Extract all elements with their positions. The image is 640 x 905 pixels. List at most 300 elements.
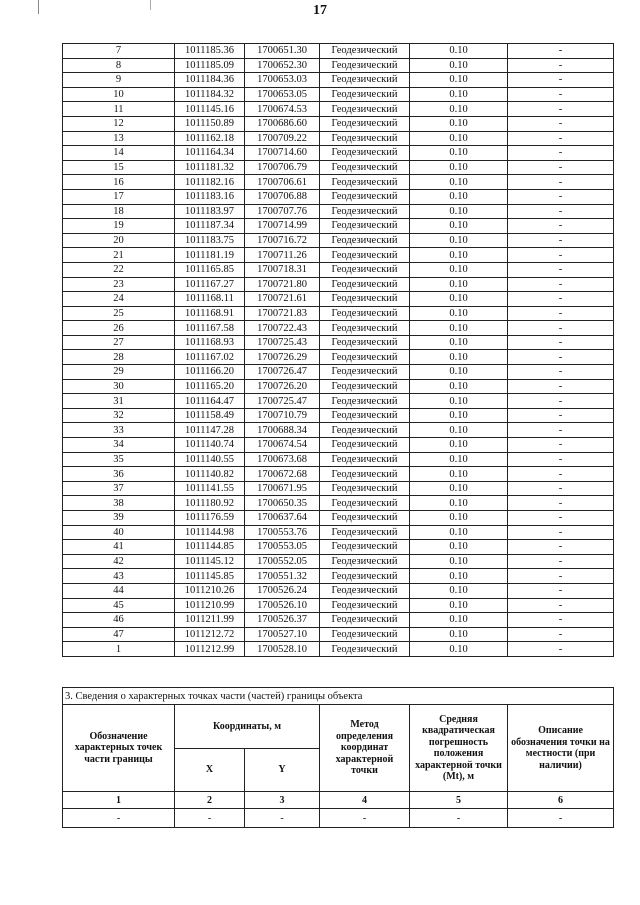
point-number-cell: 36	[63, 467, 175, 482]
y-coordinate-cell: 1700526.10	[245, 598, 320, 613]
value-cell: -	[175, 809, 245, 828]
value-cell: -	[320, 809, 410, 828]
table-row	[63, 379, 614, 394]
method-cell: Геодезический	[320, 452, 410, 467]
point-number-cell: 24	[63, 292, 175, 307]
point-number-cell: 9	[63, 73, 175, 88]
description-cell: -	[508, 248, 614, 263]
x-coordinate-cell: 1011187.34	[175, 219, 245, 234]
x-coordinate-cell: 1011140.55	[175, 452, 245, 467]
method-cell: Геодезический	[320, 262, 410, 277]
table-row	[63, 394, 614, 409]
point-number-cell: 15	[63, 160, 175, 175]
description-cell: -	[508, 175, 614, 190]
x-coordinate-cell: 1011166.20	[175, 365, 245, 380]
method-cell: Геодезический	[320, 423, 410, 438]
error-cell: 0.10	[410, 423, 508, 438]
method-cell: Геодезический	[320, 554, 410, 569]
y-coordinate-cell: 1700718.31	[245, 262, 320, 277]
method-cell: Геодезический	[320, 525, 410, 540]
method-cell: Геодезический	[320, 146, 410, 161]
column-number: 6	[508, 792, 614, 809]
error-cell: 0.10	[410, 365, 508, 380]
method-cell: Геодезический	[320, 598, 410, 613]
description-cell: -	[508, 438, 614, 453]
description-cell: -	[508, 116, 614, 131]
x-coordinate-cell: 1011183.75	[175, 233, 245, 248]
method-cell: Геодезический	[320, 569, 410, 584]
method-cell: Геодезический	[320, 292, 410, 307]
table-row	[63, 102, 614, 117]
y-coordinate-cell: 1700651.30	[245, 44, 320, 59]
x-coordinate-cell: 1011164.34	[175, 146, 245, 161]
description-cell: -	[508, 642, 614, 657]
description-cell: -	[508, 44, 614, 59]
point-number-cell: 41	[63, 540, 175, 555]
method-cell: Геодезический	[320, 408, 410, 423]
method-cell: Геодезический	[320, 350, 410, 365]
x-coordinate-cell: 1011167.27	[175, 277, 245, 292]
method-cell: Геодезический	[320, 379, 410, 394]
table-row	[63, 408, 614, 423]
description-cell: -	[508, 394, 614, 409]
column-number: 2	[175, 792, 245, 809]
x-coordinate-cell: 1011210.99	[175, 598, 245, 613]
method-cell: Геодезический	[320, 189, 410, 204]
y-coordinate-cell: 1700637.64	[245, 511, 320, 526]
x-coordinate-cell: 1011168.93	[175, 335, 245, 350]
table-row	[63, 525, 614, 540]
description-cell: -	[508, 350, 614, 365]
y-coordinate-cell: 1700551.32	[245, 569, 320, 584]
table-row	[63, 365, 614, 380]
method-cell: Геодезический	[320, 73, 410, 88]
point-number-cell: 19	[63, 219, 175, 234]
description-cell: -	[508, 613, 614, 628]
table-row	[63, 219, 614, 234]
x-coordinate-cell: 1011184.32	[175, 87, 245, 102]
x-coordinate-cell: 1011165.85	[175, 262, 245, 277]
description-cell: -	[508, 73, 614, 88]
error-cell: 0.10	[410, 438, 508, 453]
x-coordinate-cell: 1011147.28	[175, 423, 245, 438]
error-cell: 0.10	[410, 175, 508, 190]
point-number-cell: 31	[63, 394, 175, 409]
point-number-cell: 35	[63, 452, 175, 467]
x-coordinate-cell: 1011181.32	[175, 160, 245, 175]
description-cell: -	[508, 554, 614, 569]
description-cell: -	[508, 58, 614, 73]
method-cell: Геодезический	[320, 627, 410, 642]
point-number-cell: 16	[63, 175, 175, 190]
x-coordinate-cell: 1011181.19	[175, 248, 245, 263]
error-cell: 0.10	[410, 233, 508, 248]
point-number-cell: 32	[63, 408, 175, 423]
error-cell: 0.10	[410, 379, 508, 394]
point-number-cell: 25	[63, 306, 175, 321]
y-coordinate-cell: 1700706.79	[245, 160, 320, 175]
method-cell: Геодезический	[320, 131, 410, 146]
method-cell: Геодезический	[320, 58, 410, 73]
x-coordinate-cell: 1011168.11	[175, 292, 245, 307]
error-cell: 0.10	[410, 540, 508, 555]
description-cell: -	[508, 321, 614, 336]
y-coordinate-cell: 1700650.35	[245, 496, 320, 511]
y-coordinate-cell: 1700527.10	[245, 627, 320, 642]
table-row	[63, 511, 614, 526]
table-row	[63, 131, 614, 146]
table-row	[63, 58, 614, 73]
error-cell: 0.10	[410, 627, 508, 642]
error-cell: 0.10	[410, 554, 508, 569]
method-cell: Геодезический	[320, 583, 410, 598]
x-coordinate-cell: 1011212.72	[175, 627, 245, 642]
x-coordinate-cell: 1011183.97	[175, 204, 245, 219]
table-row	[63, 292, 614, 307]
table-row	[63, 554, 614, 569]
description-cell: -	[508, 598, 614, 613]
section3-table	[62, 687, 614, 828]
description-cell: -	[508, 160, 614, 175]
method-cell: Геодезический	[320, 248, 410, 263]
point-number-cell: 46	[63, 613, 175, 628]
table-row	[63, 321, 614, 336]
value-cell: -	[508, 809, 614, 828]
y-coordinate-cell: 1700526.24	[245, 583, 320, 598]
x-coordinate-cell: 1011176.59	[175, 511, 245, 526]
y-coordinate-cell: 1700709.22	[245, 131, 320, 146]
description-cell: -	[508, 511, 614, 526]
description-cell: -	[508, 102, 614, 117]
x-coordinate-cell: 1011150.89	[175, 116, 245, 131]
point-number-cell: 38	[63, 496, 175, 511]
point-number-cell: 11	[63, 102, 175, 117]
point-number-cell: 29	[63, 365, 175, 380]
method-cell: Геодезический	[320, 394, 410, 409]
y-coordinate-cell: 1700528.10	[245, 642, 320, 657]
error-cell: 0.10	[410, 525, 508, 540]
point-number-cell: 17	[63, 189, 175, 204]
y-coordinate-cell: 1700721.83	[245, 306, 320, 321]
x-coordinate-cell: 1011185.09	[175, 58, 245, 73]
point-number-cell: 8	[63, 58, 175, 73]
y-coordinate-cell: 1700673.68	[245, 452, 320, 467]
description-cell: -	[508, 189, 614, 204]
point-number-cell: 22	[63, 262, 175, 277]
point-number-cell: 10	[63, 87, 175, 102]
x-coordinate-cell: 1011141.55	[175, 481, 245, 496]
method-cell: Геодезический	[320, 44, 410, 59]
coordinates-table-body	[63, 44, 614, 657]
point-number-cell: 30	[63, 379, 175, 394]
x-coordinate-cell: 1011158.49	[175, 408, 245, 423]
error-cell: 0.10	[410, 496, 508, 511]
point-number-cell: 42	[63, 554, 175, 569]
point-number-cell: 14	[63, 146, 175, 161]
method-cell: Геодезический	[320, 481, 410, 496]
point-number-cell: 28	[63, 350, 175, 365]
description-cell: -	[508, 540, 614, 555]
y-coordinate-cell: 1700710.79	[245, 408, 320, 423]
error-cell: 0.10	[410, 160, 508, 175]
point-number-cell: 40	[63, 525, 175, 540]
error-cell: 0.10	[410, 87, 508, 102]
method-cell: Геодезический	[320, 175, 410, 190]
y-coordinate-cell: 1700686.60	[245, 116, 320, 131]
error-cell: 0.10	[410, 511, 508, 526]
table-row	[63, 116, 614, 131]
point-number-cell: 26	[63, 321, 175, 336]
description-cell: -	[508, 481, 614, 496]
description-cell: -	[508, 467, 614, 482]
table-row	[63, 569, 614, 584]
description-cell: -	[508, 423, 614, 438]
error-cell: 0.10	[410, 408, 508, 423]
method-cell: Геодезический	[320, 335, 410, 350]
value-cell: -	[63, 809, 175, 828]
point-number-cell: 37	[63, 481, 175, 496]
value-cell: -	[245, 809, 320, 828]
table-row	[63, 350, 614, 365]
table-row	[63, 248, 614, 263]
table-row	[63, 642, 614, 657]
description-cell: -	[508, 365, 614, 380]
description-cell: -	[508, 408, 614, 423]
y-coordinate-cell: 1700716.72	[245, 233, 320, 248]
y-coordinate-cell: 1700725.47	[245, 394, 320, 409]
table-row	[63, 627, 614, 642]
y-coordinate-cell: 1700721.61	[245, 292, 320, 307]
x-coordinate-cell: 1011144.98	[175, 525, 245, 540]
header-y: Y	[245, 748, 320, 792]
y-coordinate-cell: 1700726.20	[245, 379, 320, 394]
header-method: Метод определения координат характерной точки	[320, 705, 410, 792]
y-coordinate-cell: 1700526.37	[245, 613, 320, 628]
point-number-cell: 44	[63, 583, 175, 598]
error-cell: 0.10	[410, 248, 508, 263]
x-coordinate-cell: 1011212.99	[175, 642, 245, 657]
point-number-cell: 20	[63, 233, 175, 248]
x-coordinate-cell: 1011145.16	[175, 102, 245, 117]
description-cell: -	[508, 627, 614, 642]
x-coordinate-cell: 1011180.92	[175, 496, 245, 511]
x-coordinate-cell: 1011184.36	[175, 73, 245, 88]
error-cell: 0.10	[410, 262, 508, 277]
header-designation: Обозначение характерных точек части границы	[63, 705, 175, 792]
table-row	[63, 233, 614, 248]
x-coordinate-cell: 1011145.12	[175, 554, 245, 569]
description-cell: -	[508, 583, 614, 598]
error-cell: 0.10	[410, 219, 508, 234]
method-cell: Геодезический	[320, 613, 410, 628]
value-cell: -	[410, 809, 508, 828]
y-coordinate-cell: 1700674.53	[245, 102, 320, 117]
y-coordinate-cell: 1700553.05	[245, 540, 320, 555]
x-coordinate-cell: 1011144.85	[175, 540, 245, 555]
point-number-cell: 23	[63, 277, 175, 292]
header-x: X	[175, 748, 245, 792]
point-number-cell: 7	[63, 44, 175, 59]
error-cell: 0.10	[410, 350, 508, 365]
point-number-cell: 1	[63, 642, 175, 657]
error-cell: 0.10	[410, 467, 508, 482]
x-coordinate-cell: 1011140.74	[175, 438, 245, 453]
x-coordinate-cell: 1011210.26	[175, 583, 245, 598]
x-coordinate-cell: 1011211.99	[175, 613, 245, 628]
error-cell: 0.10	[410, 146, 508, 161]
method-cell: Геодезический	[320, 277, 410, 292]
description-cell: -	[508, 131, 614, 146]
method-cell: Геодезический	[320, 365, 410, 380]
description-cell: -	[508, 262, 614, 277]
x-coordinate-cell: 1011168.91	[175, 306, 245, 321]
y-coordinate-cell: 1700671.95	[245, 481, 320, 496]
header-description: Описание обозначения точки на местности (при наличии)	[508, 705, 614, 792]
method-cell: Геодезический	[320, 467, 410, 482]
y-coordinate-cell: 1700726.29	[245, 350, 320, 365]
method-cell: Геодезический	[320, 116, 410, 131]
y-coordinate-cell: 1700714.60	[245, 146, 320, 161]
description-cell: -	[508, 292, 614, 307]
description-cell: -	[508, 379, 614, 394]
table-row	[63, 87, 614, 102]
table-row	[63, 189, 614, 204]
method-cell: Геодезический	[320, 321, 410, 336]
y-coordinate-cell: 1700726.47	[245, 365, 320, 380]
description-cell: -	[508, 452, 614, 467]
error-cell: 0.10	[410, 583, 508, 598]
y-coordinate-cell: 1700711.26	[245, 248, 320, 263]
error-cell: 0.10	[410, 335, 508, 350]
section3-title: 3. Сведения о характерных точках части (частей) границы объекта	[63, 688, 614, 705]
method-cell: Геодезический	[320, 233, 410, 248]
y-coordinate-cell: 1700674.54	[245, 438, 320, 453]
description-cell: -	[508, 204, 614, 219]
x-coordinate-cell: 1011167.58	[175, 321, 245, 336]
table-row	[63, 44, 614, 59]
point-number-cell: 33	[63, 423, 175, 438]
error-cell: 0.10	[410, 481, 508, 496]
description-cell: -	[508, 525, 614, 540]
error-cell: 0.10	[410, 452, 508, 467]
table-row	[63, 598, 614, 613]
error-cell: 0.10	[410, 613, 508, 628]
x-coordinate-cell: 1011140.82	[175, 467, 245, 482]
y-coordinate-cell: 1700553.76	[245, 525, 320, 540]
y-coordinate-cell: 1700714.99	[245, 219, 320, 234]
point-number-cell: 45	[63, 598, 175, 613]
method-cell: Геодезический	[320, 102, 410, 117]
table-row	[63, 452, 614, 467]
table-row	[63, 613, 614, 628]
x-coordinate-cell: 1011165.20	[175, 379, 245, 394]
point-number-cell: 27	[63, 335, 175, 350]
error-cell: 0.10	[410, 131, 508, 146]
x-coordinate-cell: 1011167.02	[175, 350, 245, 365]
table-row	[63, 423, 614, 438]
error-cell: 0.10	[410, 102, 508, 117]
method-cell: Геодезический	[320, 642, 410, 657]
description-cell: -	[508, 146, 614, 161]
table-row	[63, 262, 614, 277]
error-cell: 0.10	[410, 306, 508, 321]
x-coordinate-cell: 1011185.36	[175, 44, 245, 59]
table-row	[63, 146, 614, 161]
table-row	[63, 481, 614, 496]
column-number: 4	[320, 792, 410, 809]
x-coordinate-cell: 1011145.85	[175, 569, 245, 584]
y-coordinate-cell: 1700725.43	[245, 335, 320, 350]
method-cell: Геодезический	[320, 204, 410, 219]
table-row	[63, 335, 614, 350]
table-row	[63, 175, 614, 190]
x-coordinate-cell: 1011182.16	[175, 175, 245, 190]
method-cell: Геодезический	[320, 219, 410, 234]
error-cell: 0.10	[410, 204, 508, 219]
method-cell: Геодезический	[320, 540, 410, 555]
point-number-cell: 47	[63, 627, 175, 642]
table-row	[63, 160, 614, 175]
error-cell: 0.10	[410, 73, 508, 88]
error-cell: 0.10	[410, 116, 508, 131]
column-number: 5	[410, 792, 508, 809]
description-cell: -	[508, 335, 614, 350]
description-cell: -	[508, 569, 614, 584]
error-cell: 0.10	[410, 569, 508, 584]
y-coordinate-cell: 1700707.76	[245, 204, 320, 219]
table-row	[63, 306, 614, 321]
page-number: 17	[313, 3, 327, 18]
header-error: Средняя квадратическая погрешность положения характерной точки (Mt), м	[410, 705, 508, 792]
y-coordinate-cell: 1700552.05	[245, 554, 320, 569]
header-coordinates: Координаты, м	[175, 705, 320, 749]
y-coordinate-cell: 1700706.88	[245, 189, 320, 204]
table-row	[63, 277, 614, 292]
error-cell: 0.10	[410, 277, 508, 292]
table-row	[63, 467, 614, 482]
y-coordinate-cell: 1700721.80	[245, 277, 320, 292]
method-cell: Геодезический	[320, 438, 410, 453]
table-row	[63, 496, 614, 511]
description-cell: -	[508, 496, 614, 511]
error-cell: 0.10	[410, 598, 508, 613]
y-coordinate-cell: 1700688.34	[245, 423, 320, 438]
point-number-cell: 13	[63, 131, 175, 146]
y-coordinate-cell: 1700653.03	[245, 73, 320, 88]
point-number-cell: 12	[63, 116, 175, 131]
point-number-cell: 39	[63, 511, 175, 526]
table-row	[63, 583, 614, 598]
description-cell: -	[508, 233, 614, 248]
y-coordinate-cell: 1700652.30	[245, 58, 320, 73]
x-coordinate-cell: 1011162.18	[175, 131, 245, 146]
error-cell: 0.10	[410, 642, 508, 657]
method-cell: Геодезический	[320, 160, 410, 175]
y-coordinate-cell: 1700653.05	[245, 87, 320, 102]
point-number-cell: 21	[63, 248, 175, 263]
method-cell: Геодезический	[320, 511, 410, 526]
point-number-cell: 34	[63, 438, 175, 453]
point-number-cell: 18	[63, 204, 175, 219]
y-coordinate-cell: 1700706.61	[245, 175, 320, 190]
description-cell: -	[508, 277, 614, 292]
table-row	[63, 73, 614, 88]
column-number: 1	[63, 792, 175, 809]
error-cell: 0.10	[410, 292, 508, 307]
method-cell: Геодезический	[320, 87, 410, 102]
description-cell: -	[508, 306, 614, 321]
point-number-cell: 43	[63, 569, 175, 584]
